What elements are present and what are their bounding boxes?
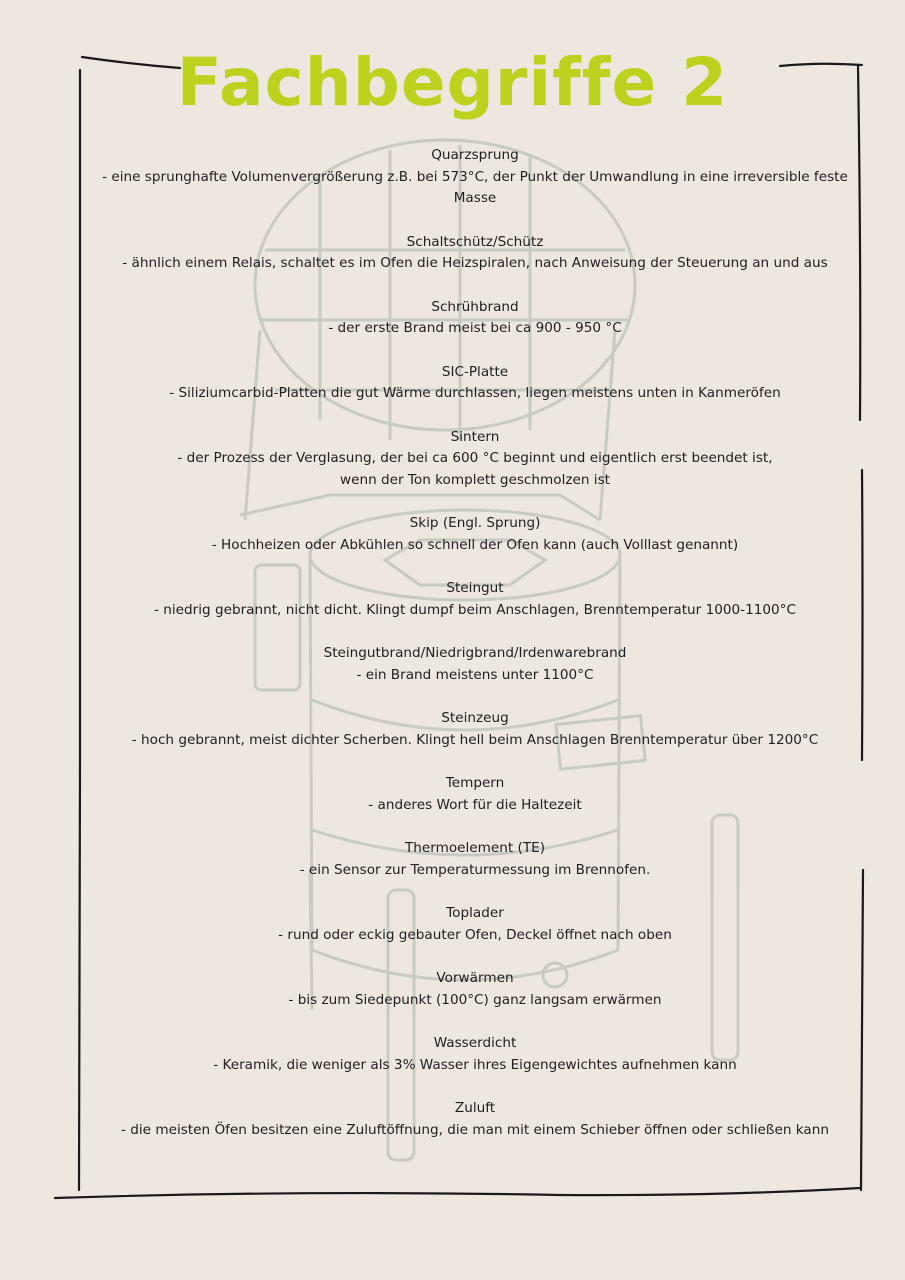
definition-sintern-cont: wenn der Ton komplett geschmolzen ist: [339, 471, 610, 488]
term-toplader: Toplader: [446, 905, 504, 921]
term-wasserdicht: Wasserdicht: [433, 1035, 517, 1051]
term-thermoelement: Thermoelement (TE): [404, 840, 546, 856]
definition-sic-platte: - Siliziumcarbid-Platten die gut Wärme durchlassen, liegen meistens unten in Kanmeröfen: [169, 385, 781, 401]
definition-vorwaermen: - bis zum Siedepunkt (100°C) ganz langsam erwärmen: [288, 991, 662, 1008]
term-schruehbrand: Schrühbrand: [431, 298, 519, 315]
term-vorwaermen: Vorwärmen: [436, 970, 514, 986]
glossary-entry: [80, 968, 870, 1011]
term-skip: Skip (Engl. Sprung): [409, 515, 541, 531]
definition-quarzsprung: - eine sprunghafte Volumenvergrößerung z.B. bei 573°C, der Punkt der Umwandlung in eine irreversible feste Masse: [102, 168, 848, 206]
definition-skip: - Hochheizen oder Abkühlen so schnell der Ofen kann (auch Volllast genannt): [211, 536, 739, 553]
term-steingutbrand: Steingutbrand/Niedrigbrand/Irdenwarebrand: [323, 645, 627, 661]
glossary-entry: [80, 145, 870, 210]
term-tempern: Tempern: [445, 775, 505, 791]
definition-schruehbrand: - der erste Brand meist bei ca 900 - 950 °C: [328, 320, 622, 336]
glossary-entry: [80, 362, 870, 405]
definition-schaltschuetz: - ähnlich einem Relais, schaltet es im Ofen die Heizspiralen, nach Anweisung der Steuerung an und aus: [122, 255, 828, 271]
term-steingut: Steingut: [446, 580, 504, 596]
term-steinzeug: Steinzeug: [441, 710, 509, 726]
glossary: [80, 145, 870, 1141]
glossary-entry: [80, 708, 870, 751]
definition-thermoelement: - ein Sensor zur Temperaturmessung im Brennofen.: [299, 861, 651, 878]
term-quarzsprung: Quarzsprung: [431, 147, 519, 163]
term-schaltschuetz: Schaltschütz/Schütz: [406, 233, 544, 250]
glossary-entry: [80, 1033, 870, 1076]
glossary-entry: [80, 838, 870, 881]
glossary-entry: [80, 297, 870, 340]
definition-steingut: - niedrig gebrannt, nicht dicht. Klingt dumpf beim Anschlagen, Brenntemperatur 1000-1100°C: [154, 601, 796, 618]
glossary-entry: [80, 427, 870, 492]
definition-toplader: - rund oder eckig gebauter Ofen, Deckel öffnet nach oben: [278, 926, 672, 943]
glossary-entry: [80, 773, 870, 816]
definition-wasserdicht: - Keramik, die weniger als 3% Wasser ihres Eigengewichtes aufnehmen kann: [213, 1056, 737, 1073]
definition-steinzeug: - hoch gebrannt, meist dichter Scherben. Klingt hell beim Anschlagen Brenntemperatur über 1200°C: [131, 731, 819, 748]
definition-sintern: - der Prozess der Verglasung, der bei ca 600 °C beginnt und eigentlich erst beendet ist,: [177, 450, 773, 466]
definition-zuluft: - die meisten Öfen besitzen eine Zuluftöffnung, die man mit einem Schieber öffnen oder schließen kann: [121, 1121, 829, 1138]
definition-tempern: - anderes Wort für die Haltezeit: [368, 796, 582, 813]
term-sic-platte: SIC-Platte: [441, 363, 509, 380]
definition-steingutbrand: - ein Brand meistens unter 1100°C: [356, 666, 594, 683]
glossary-entry: [80, 513, 870, 556]
glossary-entry: [80, 643, 870, 686]
glossary-entry: [80, 1098, 870, 1141]
term-sintern: Sintern: [450, 428, 500, 445]
term-zuluft: Zuluft: [454, 1100, 496, 1116]
glossary-entry: [80, 578, 870, 621]
glossary-entry: [80, 903, 870, 946]
page-title: Fachbegriffe 2: [176, 44, 729, 121]
glossary-entry: [80, 232, 870, 275]
